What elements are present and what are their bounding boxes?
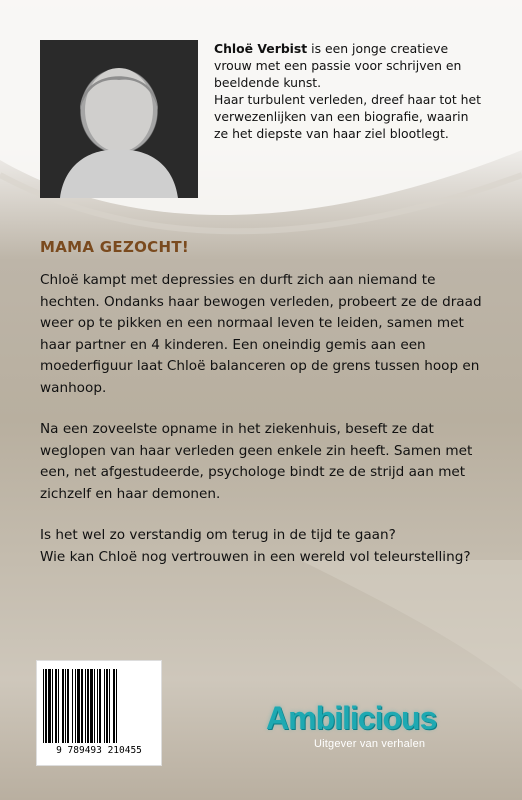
publisher-logo <box>266 700 486 750</box>
barcode-bar <box>62 669 64 743</box>
barcode-bar <box>45 669 47 743</box>
publisher-name: Ambilicious <box>266 700 437 736</box>
blurb-paragraph-3: Is het wel zo verstandig om terug in de tijd te gaan? Wie kan Chloë nog vertrouwen in een wereld vol teleurstelling? <box>40 527 471 565</box>
barcode-bar <box>75 669 76 743</box>
barcode-bar <box>104 669 105 743</box>
barcode-bar <box>99 669 101 743</box>
barcode-bar <box>55 669 57 743</box>
author-name: Chloë Verbist <box>214 41 308 56</box>
barcode-bar <box>43 669 44 743</box>
barcode-bar <box>58 669 59 743</box>
author-bio-text: is een jonge creatieve vrouw met een passie voor schrijven en beeldende kunst. <box>214 41 462 90</box>
barcode-bar <box>97 669 98 743</box>
barcode-bar <box>113 669 115 743</box>
author-photo <box>40 40 198 198</box>
barcode-bar <box>77 669 80 743</box>
blurb-paragraph-2: Na een zoveelste opname in het ziekenhuis, beseft ze dat weglopen van haar verleden geen enkele zin heeft. Samen met een, net afgestudeerde, psychologe bindt ze de strijd aan met zichzelf en haar demonen. <box>40 421 473 502</box>
author-bio <box>214 40 484 142</box>
book-title: MAMA GEZOCHT! <box>40 238 190 256</box>
author-bio-text-2: Haar turbulent verleden, dreef haar tot het verwezenlijken van een biografie, waarin ze het diepste van haar ziel blootlegt. <box>214 92 481 141</box>
isbn-barcode <box>36 660 162 766</box>
barcode-bar <box>94 669 95 743</box>
barcode-bar <box>52 669 53 743</box>
barcode-bar <box>85 669 86 743</box>
barcode-bar <box>90 669 93 743</box>
barcode-bar <box>109 669 110 743</box>
book-blurb <box>40 270 485 588</box>
blurb-paragraph-1: Chloë kampt met depressies en durft zich aan niemand te hechten. Ondanks haar bewogen verleden, probeert ze de draad weer op te pikken en een normaal leven te leiden, samen met haar partner en 4 kinderen. Een oneindig gemis aan een moederfiguur laat Chloë balanceren op de grens tussen hoop en wanhoop. <box>40 272 482 396</box>
isbn-digits: 9 789493 210455 <box>56 745 142 756</box>
barcode-bar <box>87 669 89 743</box>
barcode-bar <box>116 669 117 743</box>
publisher-tagline: Uitgever van verhalen <box>314 738 426 750</box>
barcode-bar <box>106 669 108 743</box>
barcode-bar <box>65 669 66 743</box>
barcode-bar <box>81 669 83 743</box>
barcode-bar <box>72 669 73 743</box>
barcode-bar <box>67 669 69 743</box>
barcode-bar <box>48 669 51 743</box>
